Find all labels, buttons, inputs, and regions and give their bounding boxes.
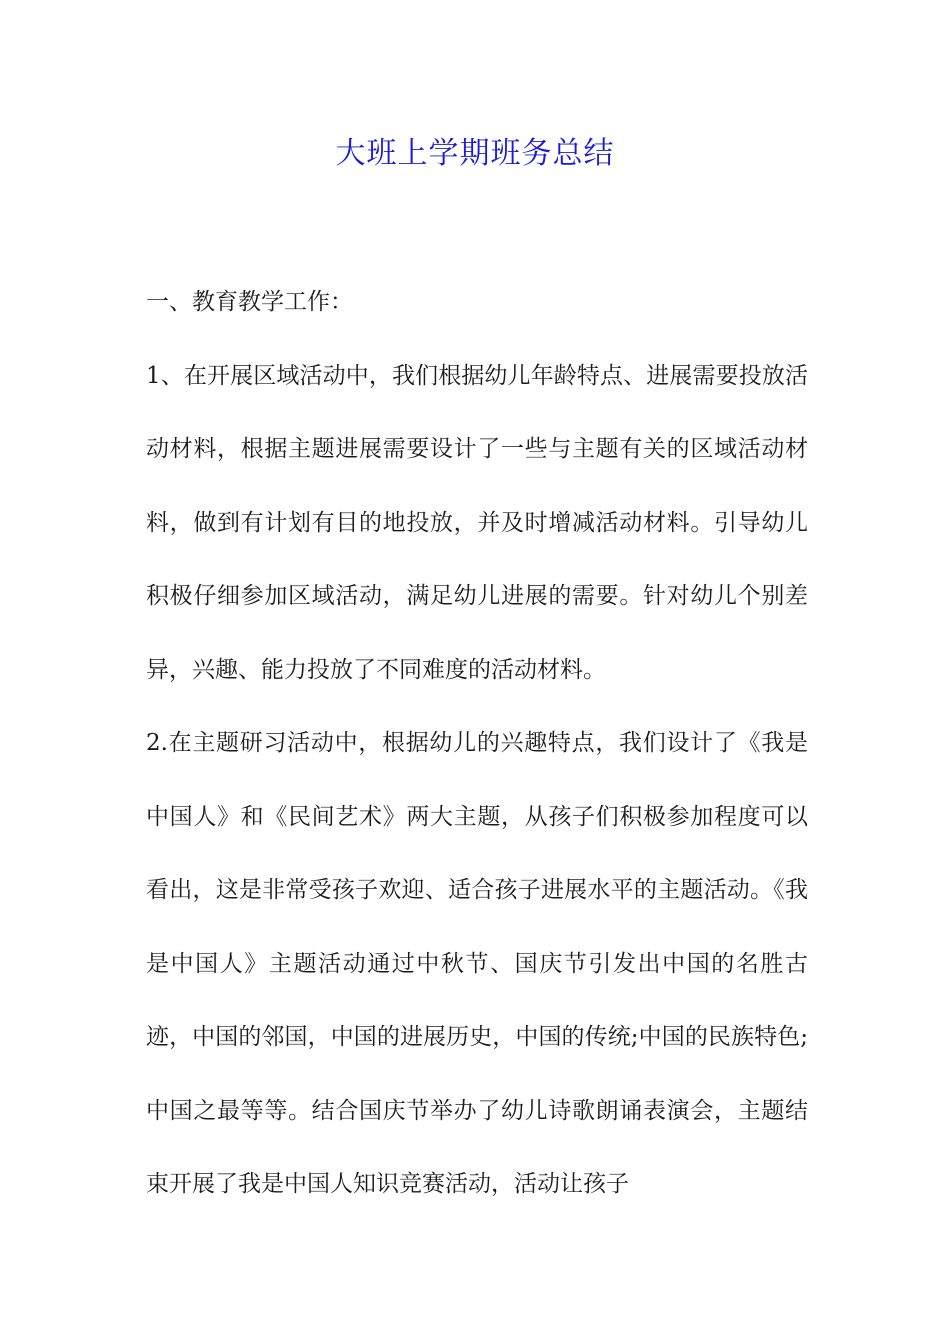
document-body [146, 266, 808, 1222]
paragraph-2: 2.在主题研习活动中，根据幼儿的兴趣特点，我们设计了《我是中国人》和《民间艺术》两大主题，从孩子们积极参加程度可以看出，这是非常受孩子欢迎、适合孩子进展水平的主题活动。《我是中国人》主题活动通过中秋节、国庆节引发出中国的名胜古迹，中国的邻国，中国的进展历史，中国的传统;中国的民族特色;中国之最等等。结合国庆节举办了幼儿诗歌朗诵表演会，主题结束开展了我是中国人知识竞赛活动，活动让孩子 [146, 730, 808, 1197]
section-heading: 一、教育教学工作： [146, 289, 353, 315]
paragraph-1: 1、在开展区域活动中，我们根据幼儿年龄特点、进展需要投放活动材料，根据主题进展需要设计了一些与主题有关的区域活动材料，做到有计划有目的地投放，并及时增减活动材料。引导幼儿积极仔细参加区域活动，满足幼儿进展的需要。针对幼儿个别差异，兴趣、能力投放了不同难度的活动材料。 [146, 362, 808, 683]
document-title: 大班上学期班务总结 [335, 136, 615, 171]
